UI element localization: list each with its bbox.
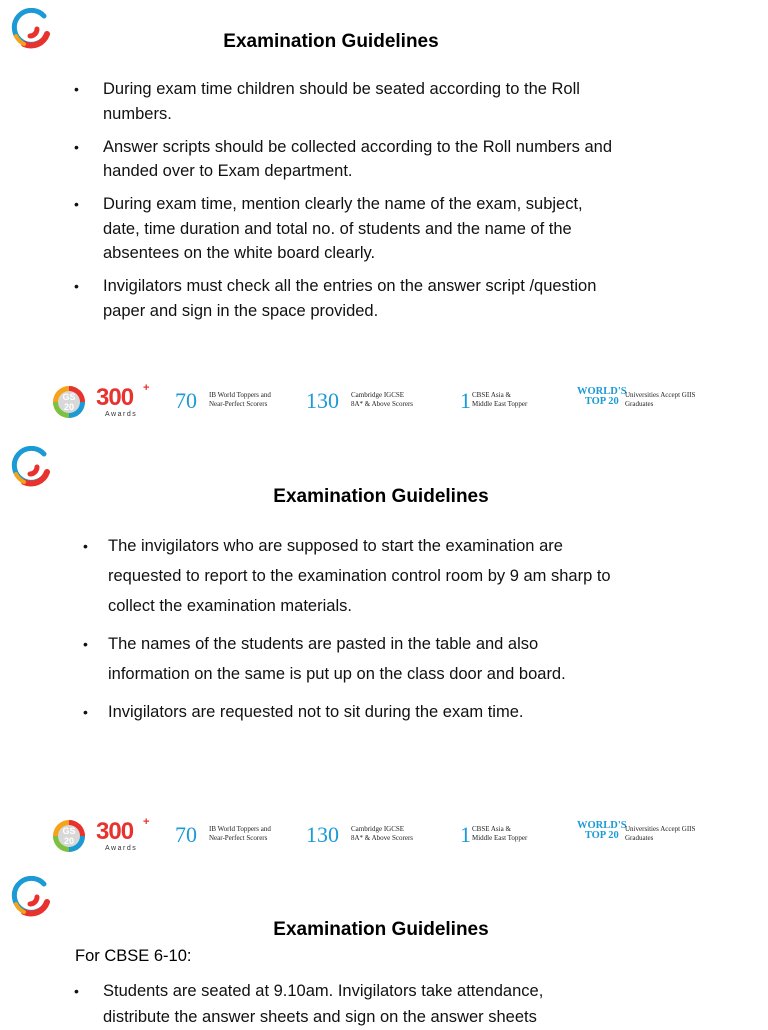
stat-number: 1: [460, 388, 471, 413]
list-item: [83, 629, 618, 689]
stat-number: 130: [306, 388, 339, 413]
list-item-text: Invigilators must check all the entries on the answer script /question paper and sign in the space provided.: [103, 277, 597, 320]
stat-text: [625, 825, 695, 843]
list-item-text: Students are seated at 9.10am. Invigilators take attendance, distribute the answer sheets and sign on the answer sheets: [103, 982, 544, 1026]
bullet-dot-icon: •: [74, 983, 79, 999]
slide-title: Examination Guidelines: [273, 919, 489, 940]
badge-top-text: GS: [62, 392, 76, 402]
stat-line: CBSE Asia &: [472, 825, 511, 833]
worlds-line: TOP 20: [584, 396, 619, 407]
awards-block: [96, 384, 152, 420]
badge-bottom-text: 20: [63, 836, 75, 846]
list-item-text: During exam time children should be seated according to the Roll numbers.: [103, 80, 580, 123]
stat-line: CBSE Asia &: [472, 391, 511, 399]
bullet-dot-icon: •: [74, 138, 79, 155]
stat-line: Graduates: [625, 834, 654, 842]
stat-text: [472, 825, 527, 843]
awards-plus: +: [143, 816, 150, 828]
bullet-dot-icon: •: [74, 278, 79, 294]
list-item-text: The invigilators who are supposed to start the examination are requested to report to the examination control room by 9 am sharp to collect the examination materials.: [108, 537, 611, 615]
swirl-logo-icon: [10, 446, 52, 488]
worlds-top20-badge: [577, 821, 627, 841]
gs20-badge-icon: [52, 819, 86, 853]
awards-label: Awards: [105, 845, 138, 852]
stat-line: Universities Accept GIIS: [625, 825, 696, 833]
list-item: [83, 697, 618, 727]
slide-1: [0, 0, 768, 430]
list-item-text: Invigilators are requested not to sit during the exam time.: [108, 703, 524, 721]
stat-text: [351, 391, 413, 409]
worlds-line: WORLD'S: [577, 386, 627, 397]
worlds-top20-badge: [577, 387, 627, 407]
section-subheading: For CBSE 6-10:: [75, 947, 192, 965]
stat-line: Cambridge IGCSE: [351, 825, 405, 833]
slide-3: [0, 868, 768, 1024]
list-item: [83, 531, 618, 621]
worlds-line: TOP 20: [584, 830, 619, 841]
badge-top-text: GS: [62, 826, 76, 836]
slide-title: Examination Guidelines: [223, 31, 439, 52]
swirl-logo-icon: [10, 876, 52, 918]
bullet-dot-icon: •: [83, 538, 88, 554]
stat-line: Near-Perfect Scorers: [209, 834, 268, 842]
list-item-text: Answer scripts should be collected according to the Roll numbers and handed over to Exam department.: [103, 137, 613, 180]
bullet-list: [83, 531, 618, 735]
stat-line: Graduates: [625, 400, 654, 408]
awards-label: Awards: [105, 411, 138, 418]
list-item: [74, 978, 613, 1030]
stat-line: Middle East Topper: [472, 400, 528, 408]
list-item-text: During exam time, mention clearly the name of the exam, subject, date, time duration and total no. of students and the name of the absentees on the white board clearly.: [103, 195, 583, 262]
list-item-text: The names of the students are pasted in the table and also information on the same is put up on the class door and board.: [108, 635, 566, 683]
badge-bottom-text: 20: [63, 402, 75, 412]
worlds-line: WORLD'S: [577, 820, 627, 831]
stat-line: 8A* & Above Scorers: [351, 834, 414, 842]
awards-block: [96, 818, 152, 854]
stat-number: 70: [175, 822, 197, 847]
stat-number: 70: [175, 388, 197, 413]
bullet-dot-icon: •: [83, 636, 88, 652]
slide-2: [0, 438, 768, 860]
stat-line: IB World Toppers and: [209, 391, 271, 399]
stat-line: Middle East Topper: [472, 834, 528, 842]
bullet-dot-icon: •: [83, 704, 88, 720]
stat-line: 8A* & Above Scorers: [351, 400, 414, 408]
stat-text: [625, 391, 695, 409]
stat-line: Universities Accept GIIS: [625, 391, 696, 399]
bullet-dot-icon: •: [74, 81, 79, 97]
awards-number: 300: [96, 818, 134, 845]
list-item: [74, 77, 613, 126]
stat-text: [209, 825, 271, 843]
bullet-list: [74, 978, 613, 1030]
bullet-dot-icon: •: [74, 196, 79, 212]
stat-number: 1: [460, 822, 471, 847]
slide-title: Examination Guidelines: [273, 486, 489, 507]
stat-text: [472, 391, 527, 409]
stat-line: Cambridge IGCSE: [351, 391, 405, 399]
bullet-list: [74, 77, 613, 332]
list-item: [74, 192, 613, 266]
list-item: [74, 135, 613, 184]
stat-text: [209, 391, 271, 409]
awards-number: 300: [96, 384, 134, 411]
gs20-badge-icon: [52, 385, 86, 419]
stat-line: Near-Perfect Scorers: [209, 400, 268, 408]
footer-band: [0, 815, 768, 855]
stat-text: [351, 825, 413, 843]
footer-band: [0, 381, 768, 421]
stat-number: 130: [306, 822, 339, 847]
list-item: [74, 274, 613, 323]
awards-plus: +: [143, 382, 150, 394]
stat-line: IB World Toppers and: [209, 825, 271, 833]
